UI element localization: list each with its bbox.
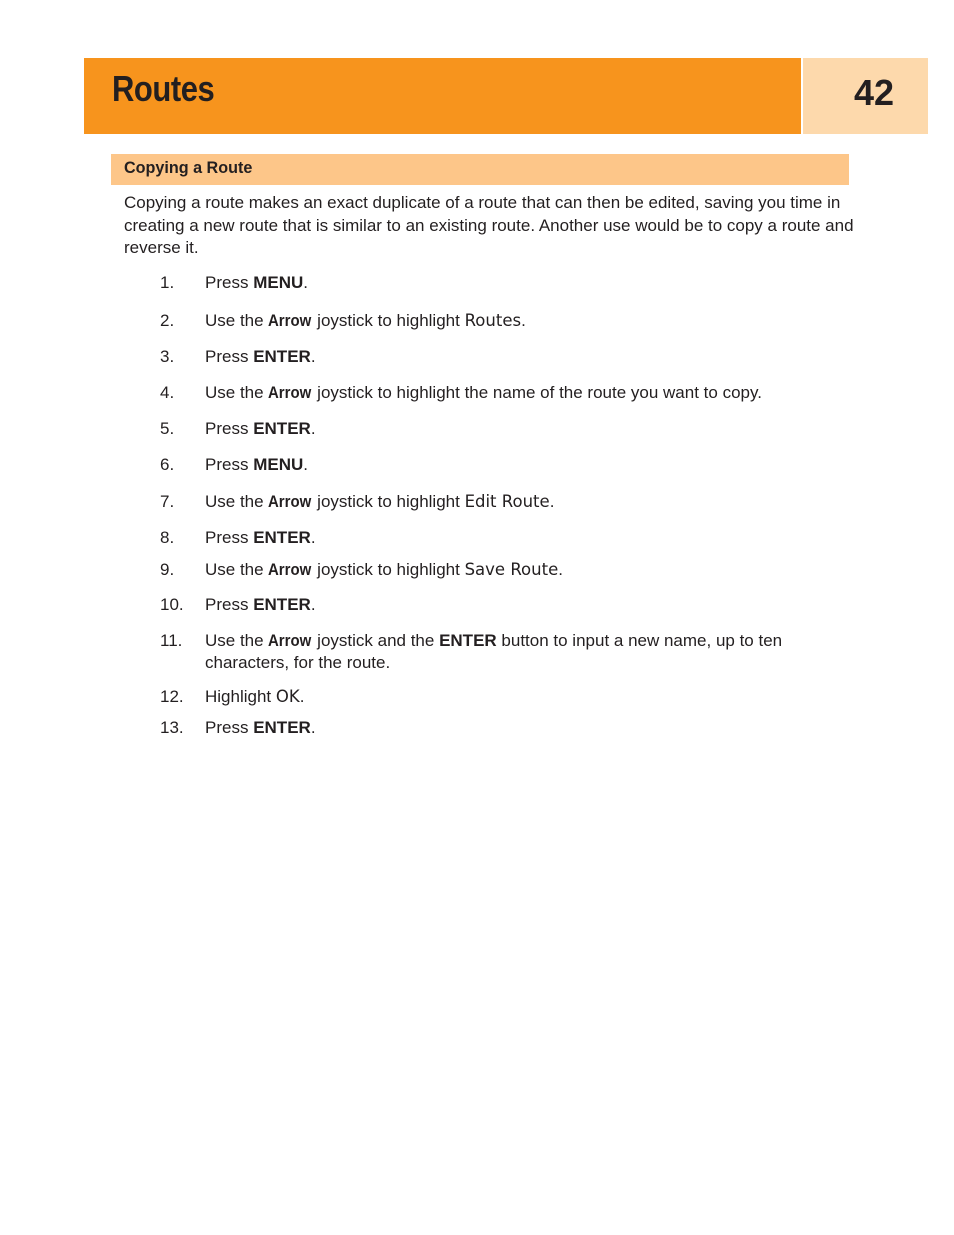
step-text-part: Use the <box>205 383 269 402</box>
step-number: 13. <box>160 718 184 737</box>
step-text <box>205 717 855 739</box>
menu-item-name: Save Route <box>464 560 559 579</box>
step-text-part: . <box>310 528 316 547</box>
step-text-part: joystick and the <box>312 631 440 650</box>
step-text-part: . <box>299 687 305 706</box>
step-number: 1. <box>160 273 175 292</box>
step-number: 10. <box>160 595 184 614</box>
step-text-part: . <box>303 273 308 292</box>
step-text-part: joystick to highlight <box>312 311 465 330</box>
step-number: 2. <box>160 311 175 330</box>
step-text <box>205 346 855 368</box>
section-title: Copying a Route <box>124 158 253 177</box>
key-label: ENTER <box>253 347 311 366</box>
key-label: Arrow <box>268 311 312 330</box>
key-label: ENTER <box>253 718 311 737</box>
step-text-part: joystick to highlight <box>312 492 465 511</box>
step-text-part: . <box>303 455 308 474</box>
step-number: 12. <box>160 687 184 706</box>
step-number: 7. <box>160 492 175 511</box>
step-number: 9. <box>160 560 175 579</box>
step-text <box>205 594 855 616</box>
step-text-part: Press <box>205 595 254 614</box>
step-number: 6. <box>160 455 175 474</box>
step-text-part: . <box>310 419 316 438</box>
step-text-part: Use the <box>205 560 269 579</box>
step-text-part: Press <box>205 455 254 474</box>
step-text-part: Use the <box>205 492 269 511</box>
key-label: ENTER <box>439 631 497 650</box>
key-label: ENTER <box>253 419 311 438</box>
step-text <box>205 310 855 332</box>
step-number: 3. <box>160 347 175 366</box>
step-text-part: . <box>310 718 316 737</box>
step-text <box>205 686 855 708</box>
step-text-part: Use the <box>205 311 269 330</box>
step-text-part: joystick to highlight <box>312 560 465 579</box>
chapter-title: Routes <box>112 68 215 109</box>
intro-paragraph: Copying a route makes an exact duplicate of a route that can then be edited, saving you time in creating a new route that is similar to an existing route. Another use would be to copy a route and reverse it. <box>124 193 854 257</box>
step-text-part: Use the <box>205 631 269 650</box>
step-number: 4. <box>160 383 175 402</box>
step-text-part: . <box>310 347 316 366</box>
step-text <box>205 382 855 404</box>
step-text-part: Highlight <box>205 687 276 706</box>
step-number: 8. <box>160 528 175 547</box>
step-text-part: Press <box>205 419 254 438</box>
step-text-part: joystick to highlight the name of the route you want to copy. <box>312 383 762 402</box>
step-number: 11. <box>160 631 183 650</box>
menu-item-name: OK <box>275 687 300 706</box>
step-text-part: . <box>558 560 563 579</box>
key-label: ENTER <box>253 528 311 547</box>
step-text-part: . <box>549 492 555 511</box>
step-text <box>205 272 855 294</box>
menu-item-name: Edit Route <box>464 492 550 511</box>
key-label: Arrow <box>268 631 312 650</box>
step-text <box>205 418 855 440</box>
step-text-part: Press <box>205 718 254 737</box>
step-number: 5. <box>160 419 175 438</box>
key-label: MENU <box>253 455 304 474</box>
step-text <box>205 527 855 549</box>
step-text <box>205 454 855 476</box>
step-text <box>205 491 855 513</box>
step-text-part: button to input a new name, up to ten characters, for the route. <box>205 631 783 672</box>
key-label: Arrow <box>268 492 312 511</box>
key-label: Arrow <box>268 383 312 402</box>
step-text <box>205 630 855 674</box>
key-label: MENU <box>253 273 304 292</box>
step-text-part: . <box>521 311 526 330</box>
menu-item-name: Routes <box>464 311 522 330</box>
step-text <box>205 559 855 581</box>
step-text-part: Press <box>205 273 254 292</box>
page-number: 42 <box>854 72 895 113</box>
step-text-part: Press <box>205 347 254 366</box>
step-text-part: . <box>310 595 316 614</box>
key-label: Arrow <box>268 560 312 579</box>
step-text-part: Press <box>205 528 254 547</box>
key-label: ENTER <box>253 595 311 614</box>
